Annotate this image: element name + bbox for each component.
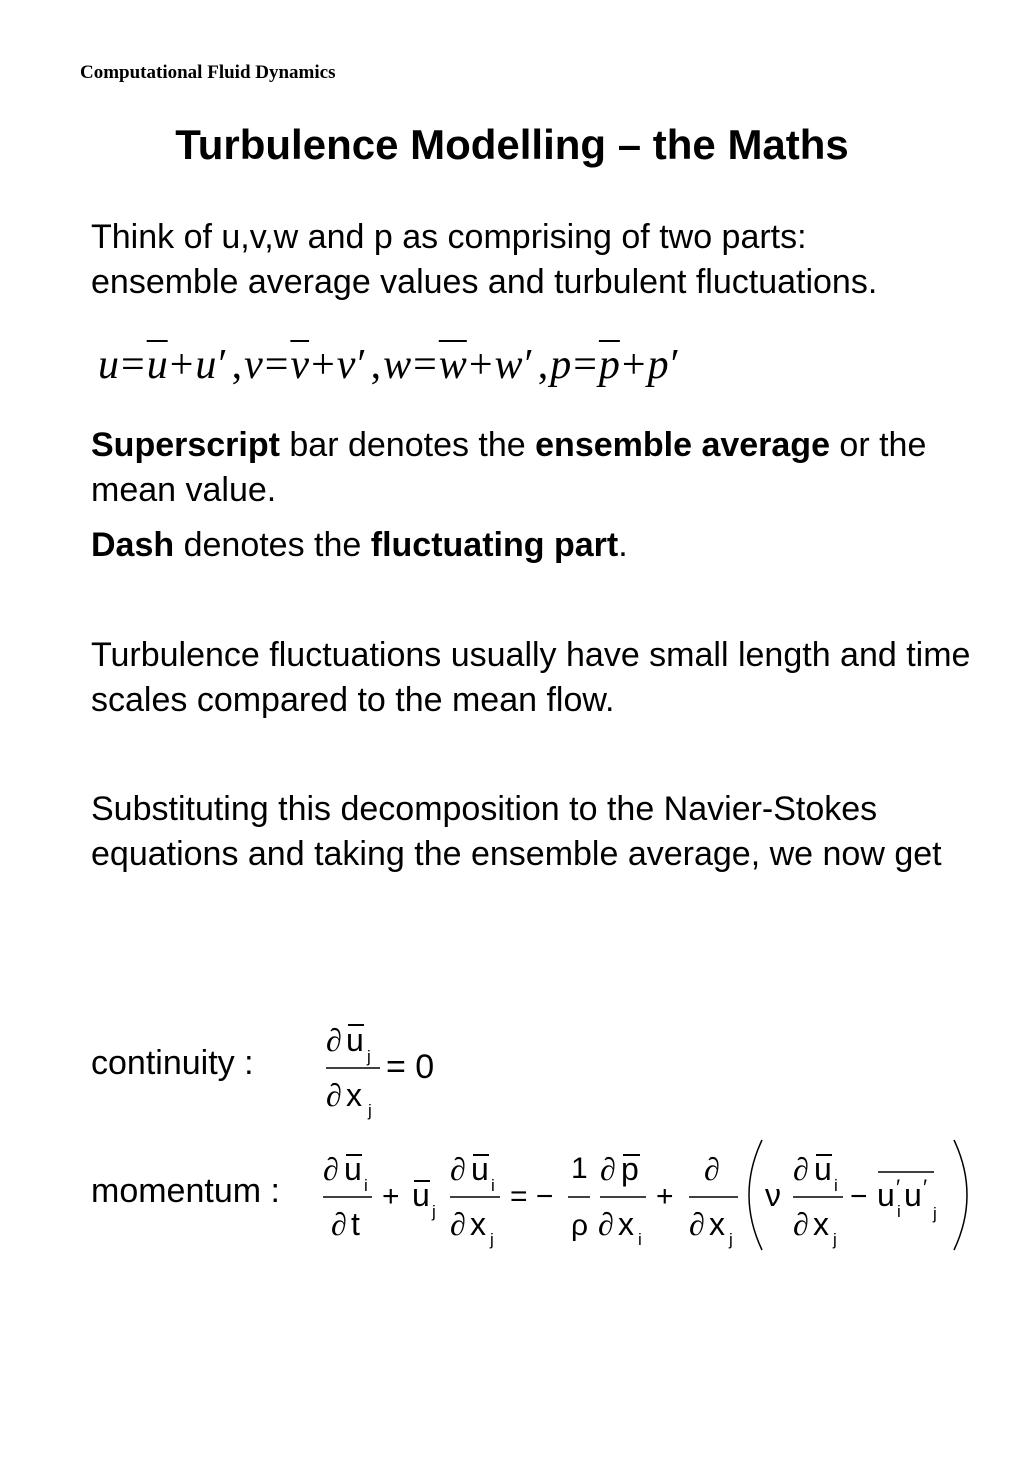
right-paren [954,1140,967,1250]
svg-text:∂: ∂ [689,1206,705,1242]
svg-text:x: x [709,1206,725,1242]
svg-text:∂: ∂ [326,1077,342,1113]
svg-text:i: i [897,1202,901,1221]
substitution-note: Substituting this decomposition to the Navier-Stokes equations and taking the ensemble average, we now get [91,790,942,873]
svg-text:u: u [904,1177,922,1213]
svg-text:j: j [368,1101,372,1120]
svg-text:j: j [933,1204,937,1223]
continuity-label: continuity : [91,1044,254,1082]
svg-text:∂: ∂ [600,1151,616,1187]
dash-note: Dash denotes the fluctuating part. [91,526,628,564]
svg-text:′: ′ [923,1175,928,1200]
svg-text:j: j [833,1230,837,1249]
svg-text:ν: ν [765,1177,781,1213]
momentum-label: momentum : [91,1172,280,1210]
svg-text:x: x [470,1206,486,1242]
svg-text:′: ′ [896,1175,901,1200]
svg-text:j: j [432,1202,436,1221]
svg-text:u: u [346,1022,364,1058]
svg-text:u: u [412,1177,430,1213]
svg-text:x: x [346,1077,362,1113]
svg-text:∂: ∂ [598,1206,614,1242]
svg-text:∂: ∂ [450,1206,466,1242]
svg-text:j: j [367,1047,371,1066]
svg-text:∂: ∂ [450,1151,466,1187]
momentum-equation [323,1140,967,1250]
svg-text:t: t [351,1206,360,1242]
svg-text:∂: ∂ [793,1206,809,1242]
svg-text:x: x [813,1206,829,1242]
svg-text:+: + [382,1180,400,1213]
continuity-equation [326,1022,434,1120]
svg-text:∂: ∂ [326,1022,342,1058]
svg-text:∂: ∂ [323,1151,339,1187]
svg-text:p: p [621,1151,639,1187]
svg-text:1: 1 [571,1152,588,1185]
svg-text:i: i [834,1176,838,1195]
svg-text:+: + [656,1180,674,1213]
left-paren [749,1140,762,1250]
svg-text:ρ: ρ [571,1209,589,1242]
svg-text:∂: ∂ [704,1151,720,1187]
svg-text:u: u [471,1151,489,1187]
svg-text:i: i [638,1230,642,1249]
svg-text:j: j [729,1230,733,1249]
scales-note: Turbulence fluctuations usually have small length and time scales compared to the mean flow. [91,636,971,719]
intro-line-1: Think of u,v,w and p as comprising of two parts: [91,218,807,256]
svg-text:= −: = − [510,1180,554,1213]
svg-text:−: − [850,1180,868,1213]
svg-text:∂: ∂ [793,1151,809,1187]
superscript-note: Superscript bar denotes the ensemble average or the mean value. [91,426,927,509]
svg-text:u: u [814,1151,832,1187]
svg-text:i: i [491,1176,495,1195]
svg-text:x: x [618,1206,634,1242]
decomposition-equation: $u=\overline{u}+u',v=\overline{v}+v',w=\overline{w}+w',p=\overline{p}+p'$ [98,342,680,388]
svg-text:i: i [364,1176,368,1195]
intro-line-2: ensemble average values and turbulent fluctuations. [91,263,878,301]
svg-text:= 0: = 0 [386,1048,435,1086]
svg-text:u: u [877,1177,895,1213]
document-header: Computational Fluid Dynamics [80,62,336,83]
svg-text:∂: ∂ [331,1206,347,1242]
svg-text:j: j [490,1230,494,1249]
page-title: Turbulence Modelling – the Maths [175,121,849,168]
svg-text:u: u [344,1151,362,1187]
